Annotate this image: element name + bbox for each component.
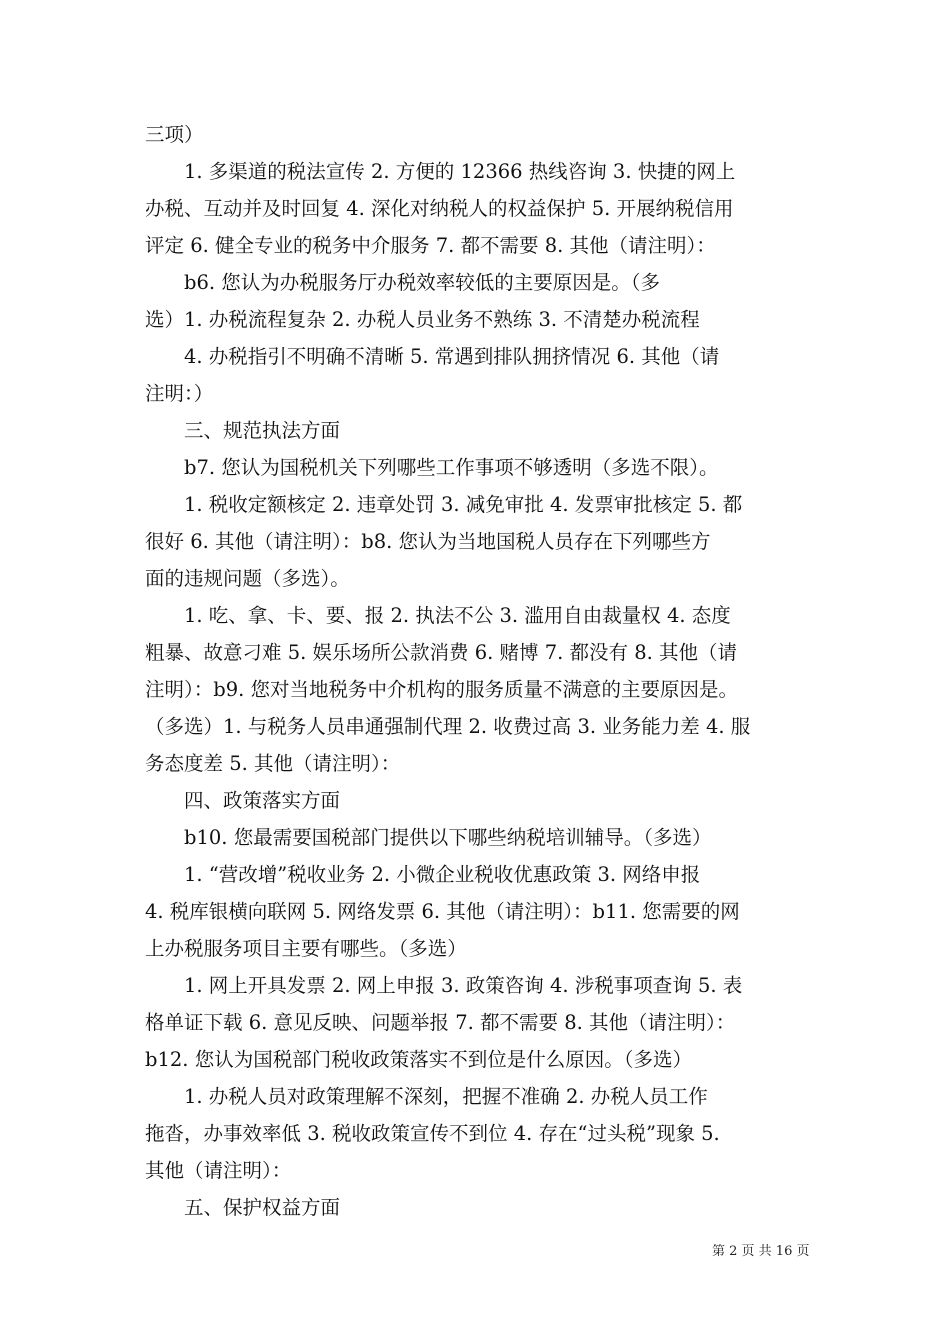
text-line: 1. 税收定额核定 2. 违章处罚 3. 减免审批 4. 发票审批核定 5. 都 — [145, 493, 743, 516]
text-line: b7. 您认为国税机关下列哪些工作事项不够透明（多选不限）。 — [145, 456, 719, 479]
text-line: 注明：） — [145, 382, 214, 405]
text-line: 1. 多渠道的税法宣传 2. 方便的 12366 热线咨询 3. 快捷的网上 — [145, 160, 736, 183]
text-line: b12. 您认为国税部门税收政策落实不到位是什么原因。（多选） — [145, 1048, 692, 1071]
text-line: b10. 您最需要国税部门提供以下哪些纳税培训辅导。（多选） — [145, 826, 712, 849]
text-line: 选）1. 办税流程复杂 2. 办税人员业务不熟练 3. 不清楚办税流程 — [145, 308, 700, 331]
text-line: 1. 吃、拿、卡、要、报 2. 执法不公 3. 滥用自由裁量权 4. 态度 — [145, 604, 731, 627]
text-line: 三项） — [145, 123, 204, 146]
section-heading: 三、规范执法方面 — [145, 419, 341, 442]
section-heading: 五、保护权益方面 — [145, 1196, 341, 1219]
section-heading: 四、政策落实方面 — [145, 789, 341, 812]
text-line: 办税、互动并及时回复 4. 深化对纳税人的权益保护 5. 开展纳税信用 — [145, 197, 734, 220]
text-line: （多选）1. 与税务人员串通强制代理 2. 收费过高 3. 业务能力差 4. 服 — [145, 715, 751, 738]
text-line: 很好 6. 其他（请注明）：b8. 您认为当地国税人员存在下列哪些方 — [145, 530, 711, 553]
text-line: 粗暴、故意刁难 5. 娱乐场所公款消费 6. 赌博 7. 都没有 8. 其他（请 — [145, 641, 738, 664]
text-line: 面的违规问题（多选）。 — [145, 567, 350, 590]
text-line: b6. 您认为办税服务厅办税效率较低的主要原因是。（多 — [145, 271, 661, 294]
text-line: 4. 办税指引不明确不清晰 5. 常遇到排队拥挤情况 6. 其他（请 — [145, 345, 720, 368]
text-line: 4. 税库银横向联网 5. 网络发票 6. 其他（请注明）：b11. 您需要的网 — [145, 900, 740, 923]
text-line: 格单证下载 6. 意见反映、问题举报 7. 都不需要 8. 其他（请注明）： — [145, 1011, 736, 1034]
text-line: 上办税服务项目主要有哪些。（多选） — [145, 937, 467, 960]
page-number-footer: 第 2 页 共 16 页 — [712, 1244, 810, 1259]
text-line: 注明）：b9. 您对当地税务中介机构的服务质量不满意的主要原因是。 — [145, 678, 739, 701]
document-body — [145, 116, 810, 1226]
text-line: 1. 网上开具发票 2. 网上申报 3. 政策咨询 4. 涉税事项查询 5. 表 — [145, 974, 743, 997]
text-line: 1. 办税人员对政策理解不深刻，把握不准确 2. 办税人员工作 — [145, 1085, 708, 1108]
text-line: 拖沓，办事效率低 3. 税收政策宣传不到位 4. 存在“过头税”现象 5. — [145, 1122, 720, 1145]
text-line: 1. “营改增”税收业务 2. 小微企业税收优惠政策 3. 网络申报 — [145, 863, 701, 886]
text-line: 务态度差 5. 其他（请注明）： — [145, 752, 401, 775]
text-line: 其他（请注明）： — [145, 1159, 292, 1182]
text-line: 评定 6. 健全专业的税务中介服务 7. 都不需要 8. 其他（请注明）： — [145, 234, 716, 257]
